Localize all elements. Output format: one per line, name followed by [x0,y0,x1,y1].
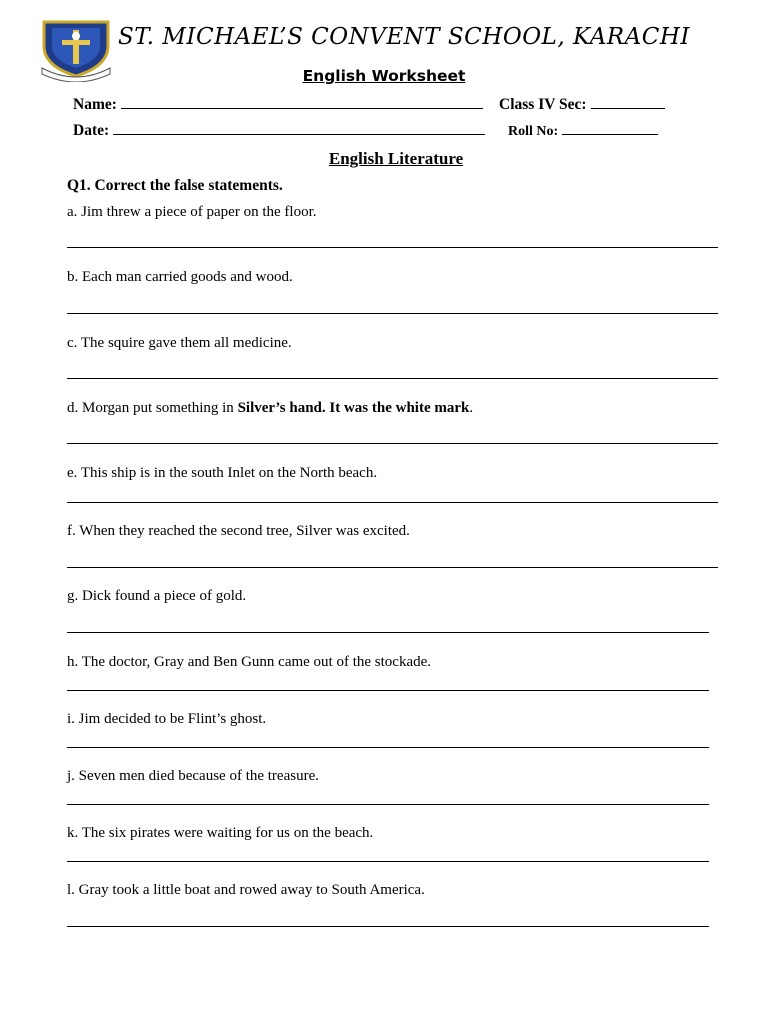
statement-l: l. Gray took a little boat and rowed away to South America. [67,882,425,898]
answer-line-h[interactable] [67,690,709,691]
statement-h: h. The doctor, Gray and Ben Gunn came out of the stockade. [67,654,432,670]
class-answer-line[interactable] [591,96,665,109]
answer-line-c[interactable] [67,378,718,379]
school-name: ST. MICHAEL’S CONVENT SCHOOL, KARACHI [118,24,690,50]
answer-line-g[interactable] [67,632,709,633]
name-answer-line[interactable] [121,96,483,109]
answer-line-b[interactable] [67,313,718,314]
answer-line-i[interactable] [67,747,709,748]
roll-label: Roll No: [508,124,559,139]
worksheet-title: English Worksheet [302,67,466,85]
answer-line-d[interactable] [67,443,718,444]
statement-d [67,400,473,417]
roll-answer-line[interactable] [562,122,658,135]
class-label: Class IV Sec: [499,96,587,113]
statement-i: i. Jim decided to be Flint’s ghost. [67,711,267,727]
statement-a: a. Jim threw a piece of paper on the floor. [67,204,317,220]
statement-d-part1: d. Morgan put something in [67,400,238,416]
statement-j: j. Seven men died because of the treasure. [67,768,319,784]
statement-d-part2: Silver’s hand. It was the white mark [237,400,470,416]
date-label: Date: [73,122,110,139]
statement-d-part3: . [469,400,474,416]
question-title: Q1. Correct the false statements. [67,177,283,194]
name-label: Name: [73,96,117,113]
class-field[interactable] [499,96,665,114]
date-answer-line[interactable] [113,122,485,135]
answer-line-a[interactable] [67,247,718,248]
roll-field[interactable] [508,122,658,140]
statement-g: g. Dick found a piece of gold. [67,588,247,604]
answer-line-l[interactable] [67,926,709,927]
statement-b: b. Each man carried goods and wood. [67,269,293,285]
name-field[interactable] [73,96,483,114]
statement-f: f. When they reached the second tree, Silver was excited. [67,523,410,539]
section-title: English Literature [328,149,464,168]
answer-line-k[interactable] [67,861,709,862]
answer-line-f[interactable] [67,567,718,568]
statement-k: k. The six pirates were waiting for us on the beach. [67,825,374,841]
answer-line-j[interactable] [67,804,709,805]
statement-c: c. The squire gave them all medicine. [67,335,292,351]
statement-e: e. This ship is in the south Inlet on the North beach. [67,465,378,481]
answer-line-e[interactable] [67,502,718,503]
date-field[interactable] [73,122,485,140]
